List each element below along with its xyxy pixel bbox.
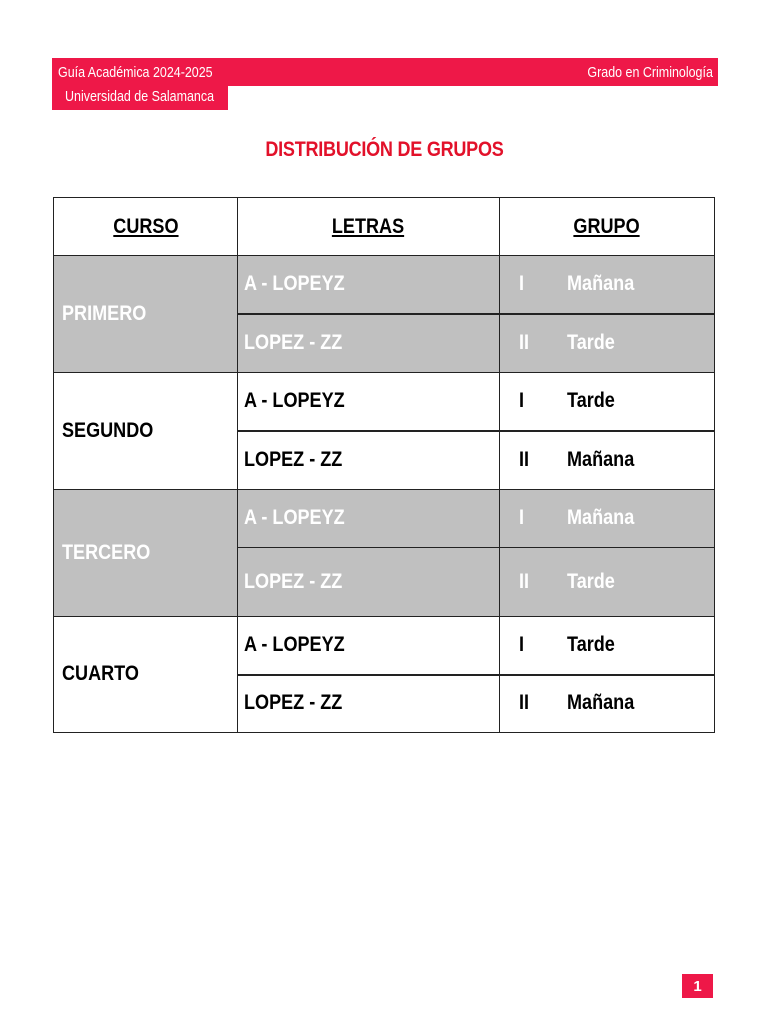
page-number: 1: [682, 974, 713, 998]
group-cell: [499, 616, 714, 674]
header-grupo-text: GRUPO: [573, 214, 640, 238]
letters-range: LOPEZ - ZZ: [244, 569, 343, 593]
header-university: Universidad de Salamanca: [65, 89, 215, 105]
group-shift: Tarde: [567, 633, 615, 656]
group-cell: [499, 547, 714, 616]
letters-cell: [237, 430, 499, 489]
group-number: I: [519, 633, 525, 656]
course-cell-tercero: [54, 489, 237, 616]
column-divider: [237, 198, 238, 732]
group-number: II: [519, 330, 530, 354]
group-cell: [499, 489, 714, 547]
letters-range: LOPEZ - ZZ: [244, 447, 343, 471]
row-divider: [237, 547, 714, 548]
course-name: CUARTO: [62, 662, 139, 685]
column-divider: [499, 198, 500, 732]
letters-cell: [237, 489, 499, 547]
group-shift: Mañana: [567, 272, 635, 295]
group-cell: [499, 255, 714, 313]
row-divider: [237, 430, 714, 432]
letters-cell: [237, 313, 499, 372]
letters-cell: [237, 674, 499, 732]
letters-range: A - LOPEYZ: [244, 506, 345, 529]
row-divider: [54, 372, 714, 373]
course-name: SEGUNDO: [62, 418, 154, 442]
group-cell: [499, 430, 714, 489]
group-number: II: [519, 569, 530, 593]
header-guide-title: Guía Académica 2024-2025: [58, 65, 213, 81]
row-divider: [237, 674, 714, 676]
letters-cell: [237, 616, 499, 674]
group-shift: Mañana: [567, 447, 635, 471]
group-number: I: [519, 389, 525, 412]
header-grupo: [499, 198, 714, 255]
row-divider: [54, 255, 714, 256]
row-divider: [237, 313, 714, 315]
header-letras-text: LETRAS: [331, 214, 405, 238]
letters-range: A - LOPEYZ: [244, 633, 345, 656]
page-title: [0, 138, 768, 162]
group-shift: Mañana: [567, 691, 635, 714]
group-shift: Tarde: [567, 569, 615, 593]
course-name: TERCERO: [62, 540, 151, 564]
row-divider: [54, 616, 714, 617]
group-shift: Tarde: [567, 330, 615, 354]
group-number: I: [519, 272, 525, 295]
letters-cell: [237, 372, 499, 430]
course-name: PRIMERO: [62, 301, 147, 325]
groups-table: [53, 197, 715, 733]
page-title-text: DISTRIBUCIÓN DE GRUPOS: [264, 138, 504, 161]
group-cell: [499, 674, 714, 732]
group-number: II: [519, 691, 530, 714]
header-curso-text: CURSO: [112, 214, 179, 238]
header-degree: Grado en Criminología: [587, 65, 713, 81]
group-cell: [499, 313, 714, 372]
row-divider: [54, 489, 714, 490]
letters-range: LOPEZ - ZZ: [244, 691, 343, 714]
letters-cell: [237, 547, 499, 616]
group-shift: Tarde: [567, 389, 615, 412]
header-curso: [54, 198, 237, 255]
course-cell-primero: [54, 255, 237, 372]
letters-cell: [237, 255, 499, 313]
course-cell-segundo: [54, 372, 237, 489]
letters-range: A - LOPEYZ: [244, 389, 345, 412]
group-number: II: [519, 447, 530, 471]
letters-range: LOPEZ - ZZ: [244, 330, 343, 354]
group-number: I: [519, 506, 525, 529]
course-cell-cuarto: [54, 616, 237, 732]
letters-range: A - LOPEYZ: [244, 272, 345, 295]
header-letras: [237, 198, 499, 255]
group-cell: [499, 372, 714, 430]
group-shift: Mañana: [567, 506, 635, 529]
